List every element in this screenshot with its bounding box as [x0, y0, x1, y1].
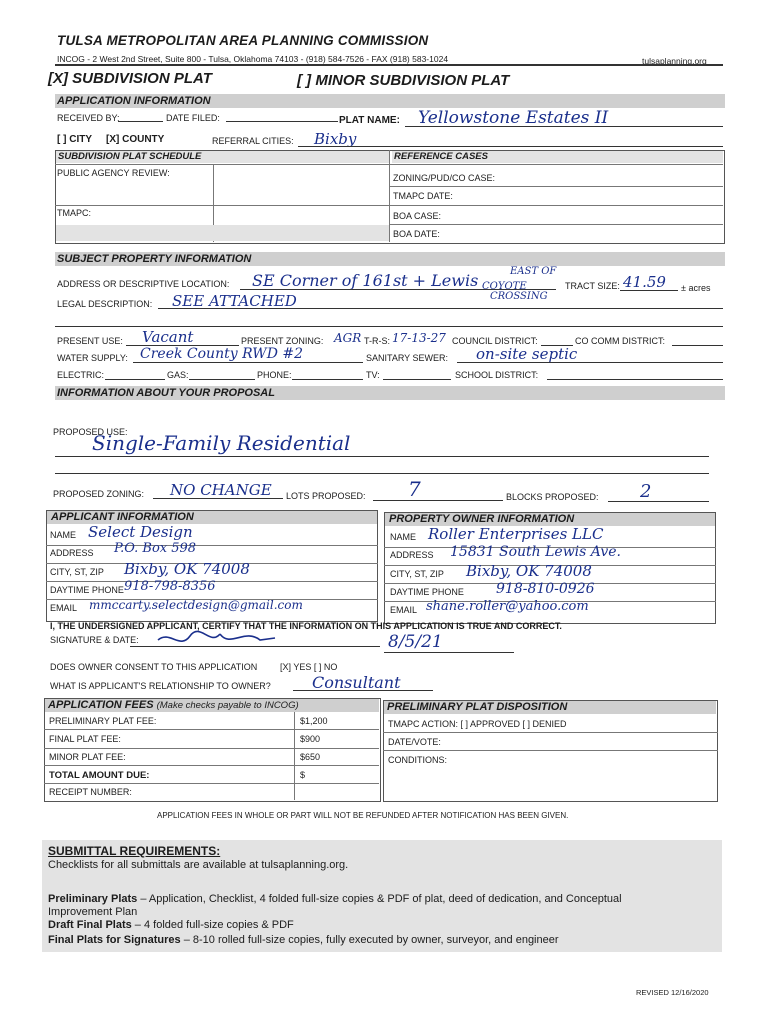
- tract-size-line: [620, 290, 678, 291]
- disposition-row-line: [383, 732, 718, 733]
- disposition-heading: PRELIMINARY PLAT DISPOSITION: [384, 701, 716, 714]
- proposed-zoning-value[interactable]: NO CHANGE: [170, 481, 272, 499]
- fees-heading-note: (Make checks payable to INCOG): [156, 700, 299, 711]
- fee-row-label: MINOR PLAT FEE:: [49, 752, 126, 762]
- relationship-label: WHAT IS APPLICANT'S RELATIONSHIP TO OWNER?: [50, 681, 271, 691]
- grid-divider: [389, 186, 723, 187]
- signature-date-value[interactable]: 8/5/21: [388, 632, 443, 652]
- owner-address-label: ADDRESS: [390, 550, 434, 560]
- draft-title: Draft Final Plats: [48, 919, 132, 931]
- county-option[interactable]: [X] COUNTY: [106, 134, 165, 145]
- fee-row-label: FINAL PLAT FEE:: [49, 734, 121, 744]
- zoning-case-label: ZONING/PUD/CO CASE:: [393, 173, 496, 183]
- acres-label: ± acres: [681, 283, 711, 293]
- subject-property-heading: SUBJECT PROPERTY INFORMATION: [55, 252, 725, 266]
- trs-label: T-R-S:: [364, 336, 390, 346]
- signature-label: SIGNATURE & DATE:: [50, 635, 139, 645]
- fees-row-line: [44, 783, 379, 784]
- gas-label: GAS:: [167, 370, 189, 380]
- present-use-label: PRESENT USE:: [57, 336, 123, 346]
- water-supply-label: WATER SUPPLY:: [57, 353, 128, 363]
- schedule-heading: SUBDIVISION PLAT SCHEDULE: [56, 151, 390, 163]
- sewer-label: SANITARY SEWER:: [366, 353, 449, 363]
- proposed-zoning-line: [153, 498, 283, 499]
- electric-line: [105, 379, 165, 380]
- location-insert-mid: COYOTE: [482, 281, 527, 292]
- fee-row-value: $900: [300, 734, 321, 744]
- preliminary-requirement: [48, 893, 622, 905]
- applicant-name-value[interactable]: Select Design: [88, 523, 193, 541]
- grid-divider: [389, 224, 723, 225]
- subdivision-checkbox[interactable]: [X]: [48, 70, 68, 87]
- present-zoning-label: PRESENT ZONING:: [241, 336, 324, 346]
- receipt-label: RECEIPT NUMBER:: [49, 787, 132, 797]
- applicant-phone-label: DAYTIME PHONE: [50, 585, 124, 595]
- blocks-line: [608, 501, 709, 502]
- fee-total-value[interactable]: $: [300, 770, 306, 780]
- gas-line: [189, 379, 255, 380]
- owner-phone-label: DAYTIME PHONE: [390, 587, 464, 597]
- grid-divider: [55, 205, 723, 206]
- lots-value[interactable]: 7: [408, 477, 421, 501]
- tmapc-action[interactable]: TMAPC ACTION: [ ] APPROVED [ ] DENIED: [388, 719, 567, 729]
- proposed-use-line-2: [55, 473, 709, 474]
- applicant-email-label: EMAIL: [50, 603, 78, 613]
- boa-case-label: BOA CASE:: [393, 211, 442, 221]
- council-district-label: COUNCIL DISTRICT:: [452, 336, 538, 346]
- application-info-heading: APPLICATION INFORMATION: [55, 94, 725, 108]
- final-requirement: [48, 934, 559, 946]
- fees-heading: [45, 699, 379, 712]
- owner-address-value[interactable]: 15831 South Lewis Ave.: [450, 544, 621, 560]
- school-district-label: SCHOOL DISTRICT:: [455, 370, 539, 380]
- proposed-use-value[interactable]: Single-Family Residential: [92, 431, 351, 455]
- electric-label: ELECTRIC:: [57, 370, 105, 380]
- blocks-value[interactable]: 2: [640, 481, 652, 502]
- applicant-email-value[interactable]: mmccarty.selectdesign@gmail.com: [89, 598, 303, 612]
- final-text: – 8-10 rolled full-size copies, fully executed by owner, surveyor, and engineer: [180, 934, 559, 946]
- fees-heading-title: APPLICATION FEES: [48, 699, 154, 711]
- fee-row-label: PRELIMINARY PLAT FEE:: [49, 716, 157, 726]
- owner-name-value[interactable]: Roller Enterprises LLC: [428, 525, 604, 543]
- sewer-line: [457, 362, 723, 363]
- fees-row-line: [44, 765, 379, 766]
- tv-line: [383, 379, 451, 380]
- applicant-city-label: CITY, ST, ZIP: [50, 567, 104, 577]
- tmapc-date-label: TMAPC DATE:: [393, 191, 453, 201]
- phone-label: PHONE:: [257, 370, 292, 380]
- reference-cases-heading: REFERENCE CASES: [392, 151, 723, 163]
- plat-name-line: [405, 126, 723, 127]
- referral-cities-line: [298, 146, 723, 147]
- lots-label: LOTS PROPOSED:: [286, 491, 366, 501]
- present-use-value[interactable]: Vacant: [142, 328, 194, 346]
- refund-notice: APPLICATION FEES IN WHOLE OR PART WILL NOT BE REFUNDED AFTER NOTIFICATION HAS BEEN GIVEN.: [157, 811, 569, 820]
- proposed-use-line-1: [55, 456, 709, 457]
- plat-name-label: PLAT NAME:: [339, 115, 400, 126]
- legal-value[interactable]: SEE ATTACHED: [172, 292, 297, 310]
- present-zoning-value[interactable]: AGR: [334, 331, 362, 345]
- preliminary-text: – Application, Checklist, 4 folded full-size copies & PDF of plat, deed of dedication, and Conceptual: [137, 893, 622, 905]
- trs-value[interactable]: 17-13-27: [392, 331, 446, 345]
- grid-shade: [56, 225, 389, 241]
- location-value[interactable]: SE Corner of 161st + Lewis: [252, 271, 479, 290]
- minor-label: MINOR SUBDIVISION PLAT: [315, 72, 510, 89]
- owner-heading: PROPERTY OWNER INFORMATION: [385, 513, 715, 526]
- minor-checkbox[interactable]: [ ]: [297, 72, 312, 89]
- applicant-address-value[interactable]: P.O. Box 598: [114, 541, 197, 556]
- subdivision-plat-option[interactable]: [48, 70, 212, 87]
- certification-statement: I, THE UNDERSIGNED APPLICANT, CERTIFY THAT THE INFORMATION ON THIS APPLICATION IS TRUE AND CORRECT.: [50, 621, 562, 631]
- city-option[interactable]: [ ] CITY: [57, 134, 92, 145]
- co-comm-line: [672, 345, 723, 346]
- minor-plat-option[interactable]: [297, 72, 509, 89]
- owner-name-label: NAME: [390, 532, 417, 542]
- boa-date-label: BOA DATE:: [393, 229, 440, 239]
- legal-line-1: [158, 308, 723, 309]
- header-website: tulsaplanning.org: [642, 56, 707, 66]
- disposition-row-line: [383, 750, 718, 751]
- tract-size-value[interactable]: 41.59: [623, 273, 666, 291]
- plat-name-value[interactable]: Yellowstone Estates II: [418, 108, 609, 128]
- signature-line: [130, 646, 380, 647]
- preliminary-title: Preliminary Plats: [48, 893, 138, 905]
- submittal-heading: SUBMITTAL REQUIREMENTS:: [48, 844, 221, 858]
- referral-cities-value[interactable]: Bixby: [314, 130, 357, 148]
- disposition-box: [383, 700, 718, 802]
- owner-city-label: CITY, ST, ZIP: [390, 569, 444, 579]
- fee-row-value: $1,200: [300, 716, 328, 726]
- final-title: Final Plats for Signatures: [48, 934, 181, 946]
- header-address: INCOG - 2 West 2nd Street, Suite 800 - Tulsa, Oklahoma 74103 - (918) 584-7526 - FAX (918) 583-1024: [57, 54, 449, 64]
- lots-line: [373, 500, 503, 501]
- submittal-checklist: Checklists for all submittals are available at tulsaplanning.org.: [48, 859, 349, 871]
- conditions-label: CONDITIONS:: [388, 755, 448, 765]
- owner-phone-value[interactable]: 918-810-0926: [496, 581, 595, 597]
- applicant-name-label: NAME: [50, 530, 77, 540]
- owner-email-label: EMAIL: [390, 605, 418, 615]
- fees-row-line: [44, 729, 379, 730]
- tract-size-label: TRACT SIZE:: [565, 281, 620, 291]
- draft-requirement: [48, 919, 294, 931]
- applicant-heading: APPLICANT INFORMATION: [47, 511, 377, 524]
- school-line: [547, 379, 723, 380]
- legal-line-2: [55, 326, 723, 327]
- revised-date: REVISED 12/16/2020: [636, 988, 709, 997]
- fees-divider: [294, 712, 295, 800]
- fees-row-line: [44, 748, 379, 749]
- applicant-city-value[interactable]: Bixby, OK 74008: [124, 560, 250, 578]
- received-by-label: RECEIVED BY:: [57, 113, 120, 123]
- date-filed-field[interactable]: [226, 121, 338, 122]
- relationship-value[interactable]: Consultant: [312, 673, 401, 692]
- signature-image[interactable]: [150, 626, 280, 654]
- date-filed-label: DATE FILED:: [166, 113, 220, 123]
- owner-consent-label: DOES OWNER CONSENT TO THIS APPLICATION: [50, 662, 258, 672]
- applicant-phone-value[interactable]: 918-798-8356: [124, 579, 216, 594]
- fee-row-value: $650: [300, 752, 321, 762]
- water-supply-value[interactable]: Creek County RWD #2: [140, 346, 304, 362]
- location-insert-top: EAST OF: [510, 266, 557, 277]
- received-by-field[interactable]: [118, 121, 163, 122]
- location-insert-bottom: CROSSING: [490, 291, 548, 302]
- form-title: TULSA METROPOLITAN AREA PLANNING COMMISSION: [57, 33, 429, 48]
- proposed-zoning-label: PROPOSED ZONING:: [53, 489, 145, 499]
- sewer-value[interactable]: on-site septic: [476, 345, 578, 363]
- draft-text: – 4 folded full-size copies & PDF: [131, 919, 294, 931]
- applicant-row-line: [46, 545, 378, 546]
- header-rule: [55, 64, 723, 66]
- location-line: [240, 289, 556, 290]
- relationship-line: [293, 690, 433, 691]
- legal-label: LEGAL DESCRIPTION:: [57, 299, 153, 309]
- referral-cities-label: REFERRAL CITIES:: [212, 136, 294, 146]
- tv-label: TV:: [366, 370, 380, 380]
- co-comm-label: CO COMM DISTRICT:: [575, 336, 665, 346]
- date-line: [384, 652, 514, 653]
- applicant-address-label: ADDRESS: [50, 548, 94, 558]
- water-line: [133, 362, 363, 363]
- fee-total-label: TOTAL AMOUNT DUE:: [49, 770, 150, 781]
- proposed-use-label: PROPOSED USE:: [53, 427, 128, 437]
- owner-consent-options[interactable]: [X] YES [ ] NO: [280, 662, 338, 672]
- phone-line: [292, 379, 363, 380]
- preliminary-text-cont: Improvement Plan: [48, 906, 138, 918]
- blocks-label: BLOCKS PROPOSED:: [506, 492, 599, 502]
- owner-email-value[interactable]: shane.roller@yahoo.com: [426, 599, 589, 614]
- owner-city-value[interactable]: Bixby, OK 74008: [466, 562, 592, 580]
- location-label: ADDRESS OR DESCRIPTIVE LOCATION:: [57, 279, 230, 289]
- grid-divider: [55, 164, 723, 165]
- public-agency-review-label: PUBLIC AGENCY REVIEW:: [57, 168, 170, 178]
- proposal-heading: INFORMATION ABOUT YOUR PROPOSAL: [55, 386, 725, 400]
- subdivision-label: SUBDIVISION PLAT: [72, 70, 212, 87]
- tmapc-label: TMAPC:: [57, 208, 92, 218]
- date-vote-label: DATE/VOTE:: [388, 737, 441, 747]
